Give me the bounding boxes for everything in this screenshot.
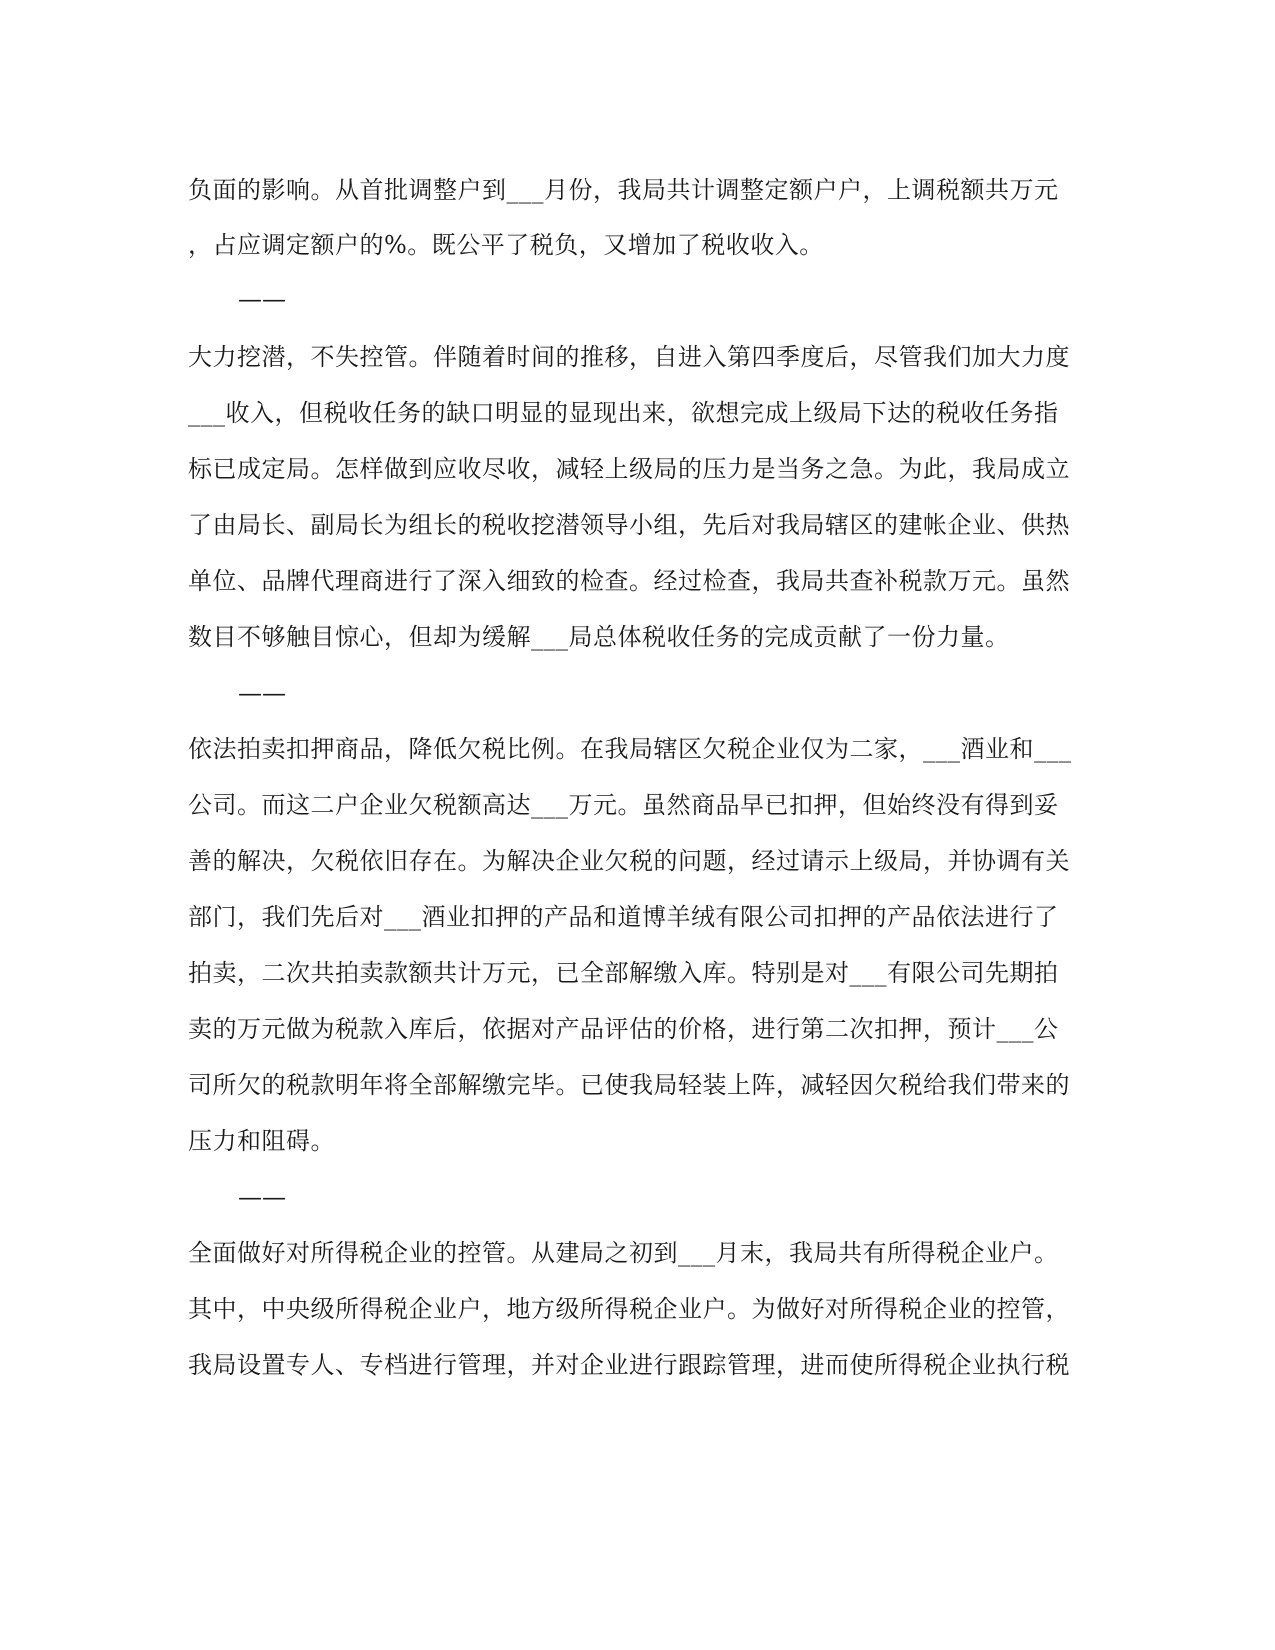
text-line: 公司。而这二户企业欠税额高达___万元。虽然商品早已扣押，但始终没有得到妥: [188, 791, 1059, 819]
text-line: 其中，中央级所得税企业户，地方级所得税企业户。为做好对所得税企业的控管，: [188, 1295, 1070, 1323]
section-separator: ——: [238, 679, 286, 707]
text-line: 我局设置专人、专档进行管理，并对企业进行跟踪管理，进而使所得税企业执行税: [188, 1351, 1070, 1379]
text-line: 善的解决，欠税依旧存在。为解决企业欠税的问题，经过请示上级局，并协调有关: [188, 847, 1070, 875]
text-line: 部门，我们先后对___酒业扣押的产品和道博羊绒有限公司扣押的产品依法进行了: [188, 903, 1059, 931]
text-line: 依法拍卖扣押商品，降低欠税比例。在我局辖区欠税企业仅为二家，___酒业和___: [188, 735, 1072, 763]
text-line: 标已成定局。怎样做到应收尽收，减轻上级局的压力是当务之急。为此，我局成立: [188, 455, 1070, 483]
section-separator: ——: [238, 285, 286, 313]
text-line: 压力和阻碍。: [188, 1127, 335, 1155]
text-line: 拍卖，二次共拍卖款额共计万元，已全部解缴入库。特别是对___有限公司先期拍: [188, 959, 1059, 987]
text-line: ，占应调定额户的%。既公平了税负，又增加了税收收入。: [188, 231, 824, 259]
text-line: 单位、品牌代理商进行了深入细致的检查。经过检查，我局共查补税款万元。虽然: [188, 567, 1070, 595]
text-line: 卖的万元做为税款入库后，依据对产品评估的价格，进行第二次扣押，预计___公: [188, 1015, 1059, 1043]
text-line: 司所欠的税款明年将全部解缴完毕。已使我局轻装上阵，减轻因欠税给我们带来的: [188, 1071, 1070, 1099]
text-line: 负面的影响。从首批调整户到___月份，我局共计调整定额户户，上调税额共万元: [188, 176, 1059, 204]
section-separator: ——: [238, 1183, 286, 1211]
text-line: 了由局长、副局长为组长的税收挖潜领导小组，先后对我局辖区的建帐企业、供热: [188, 511, 1070, 539]
text-line: 大力挖潜，不失控管。伴随着时间的推移，自进入第四季度后，尽管我们加大力度: [188, 343, 1070, 371]
text-line: ___收入，但税收任务的缺口明显的显现出来，欲想完成上级局下达的税收任务指: [188, 399, 1059, 427]
text-line: 全面做好对所得税企业的控管。从建局之初到___月末，我局共有所得税企业户。: [188, 1239, 1059, 1267]
text-line: 数目不够触目惊心，但却为缓解___局总体税收任务的完成贡献了一份力量。: [188, 623, 1010, 651]
